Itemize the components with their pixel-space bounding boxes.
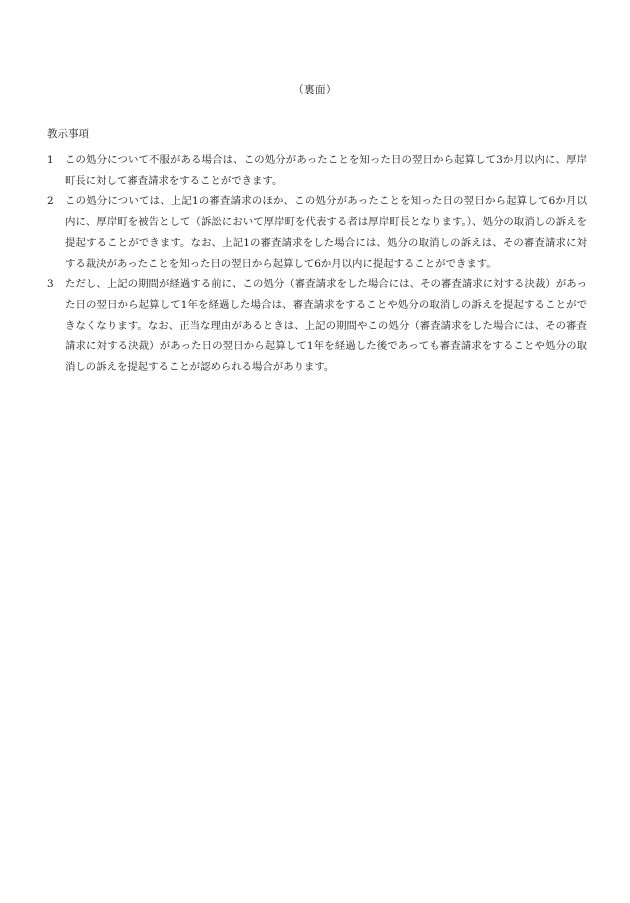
instruction-item-2 bbox=[47, 191, 587, 274]
page-side-label: （裏面） bbox=[293, 84, 337, 96]
instruction-list bbox=[47, 150, 587, 378]
item-text: この処分について不服がある場合は、この処分があったことを知った日の翌日から起算して3か月以内に、厚岸町長に対して審査請求をすることができます。 bbox=[65, 154, 587, 187]
item-text: この処分については、上記1の審査請求のほか、この処分があったことを知った日の翌日から起算して6か月以内に、厚岸町を被告として（訴訟において厚岸町を代表する者は厚岸町長となります。）、処分の取消しの訴えを提起することができます。なお、上記1の審査請求をした場合には、処分の取消しの訴えは、その審査請求に対する裁決があったことを知った日の翌日から起算して6か月以内に提起することができます。 bbox=[65, 195, 587, 270]
item-number: 2 bbox=[47, 195, 54, 208]
section-heading: 教示事項 bbox=[47, 128, 89, 140]
item-text: ただし、上記の期間が経過する前に、この処分（審査請求をした場合には、その審査請求に対する決裁）があった日の翌日から起算して1年を経過した場合は、審査請求をすることや処分の取消しの訴えを提起することができなくなります。なお、正当な理由があるときは、上記の期間やこの処分（審査請求をした場合には、その審査請求に対する決裁）があった日の翌日から起算して1年を経過した後であっても審査請求をすることや処分の取消しの訴えを提起することが認められる場合があります。 bbox=[65, 278, 587, 374]
item-number: 3 bbox=[47, 278, 54, 291]
item-number: 1 bbox=[47, 154, 54, 166]
instruction-item-3 bbox=[47, 274, 587, 378]
instruction-item-1 bbox=[47, 150, 587, 191]
